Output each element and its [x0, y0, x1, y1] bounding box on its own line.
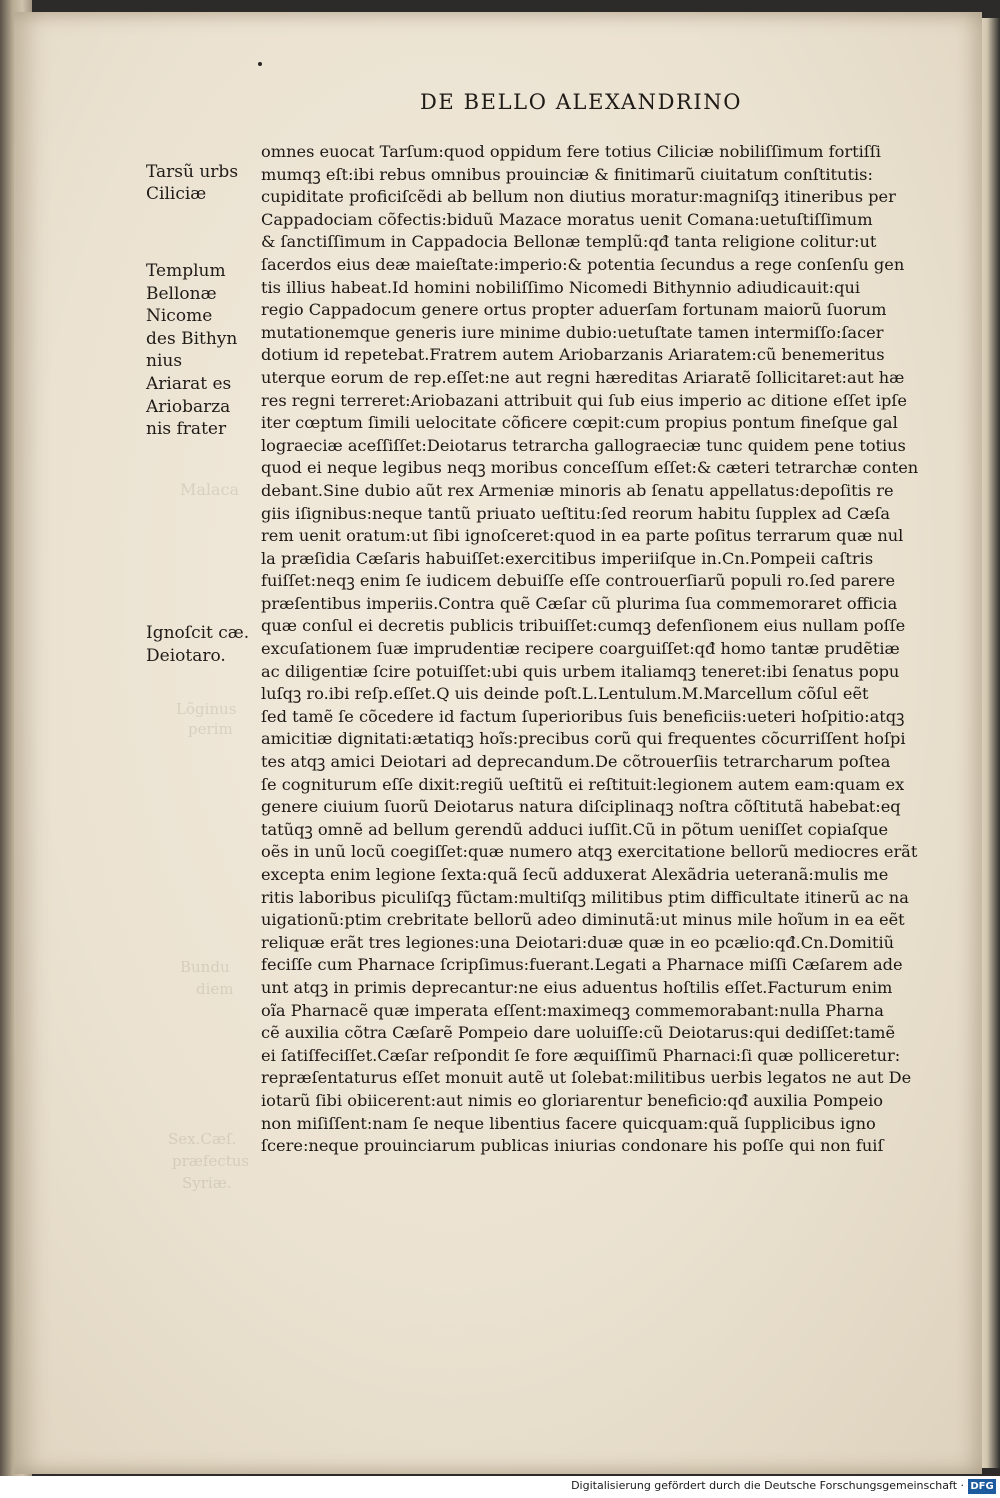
text-line: quod ei neque legibus neqꝫ moribus conceſſum eſſet:& cæteri tetrarchæ conten — [261, 458, 919, 478]
margin-note-line: Tarsũ urbs — [146, 162, 239, 182]
text-line: præſentibus imperiis.Contra quẽ Cæſar cũ plurima ſua commemoraret officia — [261, 593, 898, 613]
text-line: ſcere:neque prouinciarum publicas iniurias condonare his poſſe qui non fuiſ — [261, 1136, 884, 1156]
text-line: oẽs in unũ locũ coegiſſet:quæ numero atqꝫ exercitatione bellorũ mediocres erãt — [261, 842, 918, 862]
text-line: giis iſignibus:neque tantũ priuato ueſtitu:ſed reorum habitu ſupplex ad Cæſa — [261, 503, 891, 523]
footer-credit-bar — [0, 1476, 1000, 1498]
ink-speck — [258, 62, 262, 66]
text-line: Cappadociam cõfectis:biduũ Mazace moratus uenit Comana:uetuſtiſſimum — [261, 209, 873, 229]
text-line: non miſiſſent:nam ſe neque libentius facere quicquam:quã ſupplicibus igno — [261, 1113, 876, 1133]
margin-note-line: Deiotaro. — [146, 646, 226, 666]
text-line: ſe cogniturum eſſe dixit:regiũ ueſtitũ ei reſtituit:legionem autem eam:quam ex — [261, 774, 905, 794]
margin-note-line: Templum — [146, 261, 226, 281]
text-line: cẽ auxilia cõtra Cæſarẽ Pompeio dare uoluiſſe:cũ Deiotarus:qui dediſſet:tamẽ — [261, 1023, 896, 1043]
text-line: repræſentaturus eſſet monuit autẽ ut ſolebat:militibus uerbis legatos ne aut De — [261, 1068, 912, 1088]
text-line: rem uenit oratum:ut ſibi ignoſceret:quod in ea parte poſitus terrarum quæ nul — [261, 526, 904, 546]
text-line: quæ conſul ei decretis publicis tribuiſſet:cumqꝫ defenſionem eius nullam poſſe — [261, 616, 906, 636]
text-line: ei ſatiſfeciſſet.Cæſar reſpondit ſe fore æquiſſimũ Pharnaci:ſi quæ polliceretur: — [261, 1045, 901, 1065]
margin-note-line: nis frater — [146, 419, 227, 440]
text-line: ac diligentiæ ſcire potuiſſet:ubi quis urbem italiamqꝫ teneret:ibi ſenatus popu — [261, 661, 900, 681]
text-line: uterque eorum de rep.eſſet:ne aut regni hæreditas Ariaratẽ ſollicitaret:aut hæ — [261, 367, 905, 387]
text-line: dotium id repetebat.Fratrem autem Ariobarzanis Ariaratem:cũ benemeritus — [261, 345, 885, 365]
ghost-note: Lõginus — [176, 700, 237, 718]
main-text-column — [261, 141, 921, 1158]
text-line: oĩa Pharnacẽ quæ imperata eſſent:maximeqꝫ commemorabant:nulla Pharna — [261, 1000, 884, 1020]
text-line: genere ciuium ſuorũ Deiotarus natura diſciplinaqꝫ noſtra cõſtitutã habebat:eq — [261, 797, 901, 817]
text-line: & ſanctiſſimum in Cappadocia Bellonæ templũ:qđ tanta religione colitur:ut — [261, 232, 877, 252]
margin-note-line: Ariobarza — [146, 396, 231, 417]
text-line: debant.Sine dubio aũt rex Armeniæ minoris ab ſenatu appellatus:depoſitis re — [261, 480, 894, 500]
margin-note-line: Ignoſcit cæ. — [146, 623, 250, 643]
text-line: iotarũ ſibi obiicerent:aut nimis eo gloriarentur beneficio:qđ auxilia Pompeio — [261, 1090, 884, 1110]
running-head: DE BELLO ALEXANDRINO — [420, 90, 743, 114]
text-line: excuſationem ſuæ imprudentiæ recipere coarguiſſet:qđ homo tantæ prudẽtiæ — [261, 639, 900, 659]
ghost-note: Bundu — [180, 958, 230, 976]
text-line: excepta enim legione ſexta:quã ſecũ adduxerat Alexãdria ueteranã:mulis me — [261, 865, 889, 884]
text-line: regio Cappadocum genere ortus propter aduerſam fortunam maiorũ ſuorum — [261, 300, 887, 320]
ghost-note: præfectus — [172, 1152, 250, 1170]
text-line: fuiſſet:neqꝫ enim ſe iudicem debuiſſe eſſe controuerſiarũ populi ro.ſed parere — [261, 571, 896, 591]
text-line: iter cœptum ſimili uelocitate cõficere cœpit:cum propius pontum fineſque gal — [261, 413, 898, 433]
text-line: tes atqꝫ amici Deiotari ad deprecandum.De cõtrouerſiis tetrarcharum poſtea — [261, 752, 891, 772]
text-line: mumqꝫ eſt:ibi rebus omnibus prouinciæ & finitimarũ ciuitatum conſtitutis: — [261, 164, 873, 184]
dfg-logo: DFG — [968, 1479, 996, 1494]
text-line: unt atqꝫ in primis deprecantur:ne eius aduentus hoſtilis eſſet.Facturum enim — [261, 977, 893, 997]
ghost-note: perim — [188, 720, 233, 738]
margin-note-line: nius — [146, 351, 183, 372]
text-line: uigationũ:ptim crebritate bellorũ adeo diminutã:ut minus mile hoĩum in ea eẽt — [261, 910, 905, 930]
text-line: amicitiæ dignitati:ætatiqꝫ hoĩs:precibus corũ qui frequentes cõcurriſſent hoſpi — [261, 729, 906, 749]
text-line: ritis laboribus piculiſqꝫ fũctam:multiſqꝫ militibus ptim difficultate itinerũ ac na — [261, 887, 909, 907]
margin-note-line: Bellonæ — [146, 283, 217, 304]
text-line: res regni terreret:Ariobazani attribuit qui ſub eius imperio ac ditione eſſet ipſe — [261, 390, 907, 410]
margin-note-line: Ciliciæ — [146, 184, 207, 205]
text-line: reliquæ erãt tres legiones:una Deiotari:duæ quæ in eo pcælio:qđ.Cn.Domitiũ — [261, 932, 895, 952]
text-line: lograeciæ aceſſiſſet:Deiotarus tetrarcha gallograeciæ tunc quidem pene totius — [261, 435, 906, 455]
margin-note-line: des Bithyn — [146, 328, 238, 349]
margin-note-line: Nicome — [146, 306, 213, 327]
text-line: ſed tamẽ ſe cõcedere id factum ſuperioribus ſuis beneficiis:ueteri hoſpitio:atqꝫ — [261, 706, 905, 726]
footer-credit-text: Digitalisierung gefördert durch die Deutsche Forschungsgemeinschaft · — [571, 1479, 964, 1492]
ghost-note: Malaca — [180, 480, 240, 499]
ghost-note: Sex.Cæſ. — [168, 1130, 237, 1148]
text-line: tatũqꝫ omnẽ ad bellum gerendũ adduci iuſſit.Cũ in põtum ueniſſet copiaſque — [261, 819, 889, 839]
margin-note-line: Ariarat es — [146, 374, 232, 394]
ghost-note: diem — [196, 980, 234, 998]
text-line: la præſidia Cæſaris habuiſſet:exercitibus imperiiſque in.Cn.Pompeii caſtris — [261, 548, 874, 568]
ghost-note: Syriæ. — [182, 1174, 232, 1192]
text-line: luſqꝫ ro.ibi reſp.eſſet.Q uis deinde poſt.L.Lentulum.M.Marcellum cõſul eẽt — [261, 684, 869, 704]
text-line: cupiditate proficiſcẽdi ab bellum non diutius moratur:magniſqꝫ itineribus per — [261, 187, 896, 207]
text-line: omnes euocat Tarſum:quod oppidum fere totius Ciliciæ nobiliſſimum fortiſſi — [261, 142, 881, 161]
text-line: ſacerdos eius deæ maieſtate:imperio:& potentia ſecundus a rege conſenſu gen — [261, 254, 905, 274]
text-line: tis illius habeat.Id homini nobiliſſimo Nicomedi Bithynnio adiudicauit:qui — [261, 277, 861, 297]
text-line: feciſſe cum Pharnace ſcripſimus:fuerant.Legati a Pharnace miſſi Cæſarem ade — [261, 955, 903, 975]
text-line: mutationemque generis iure minime dubio:uetuſtate tamen intermiſſo:ſacer — [261, 322, 884, 342]
